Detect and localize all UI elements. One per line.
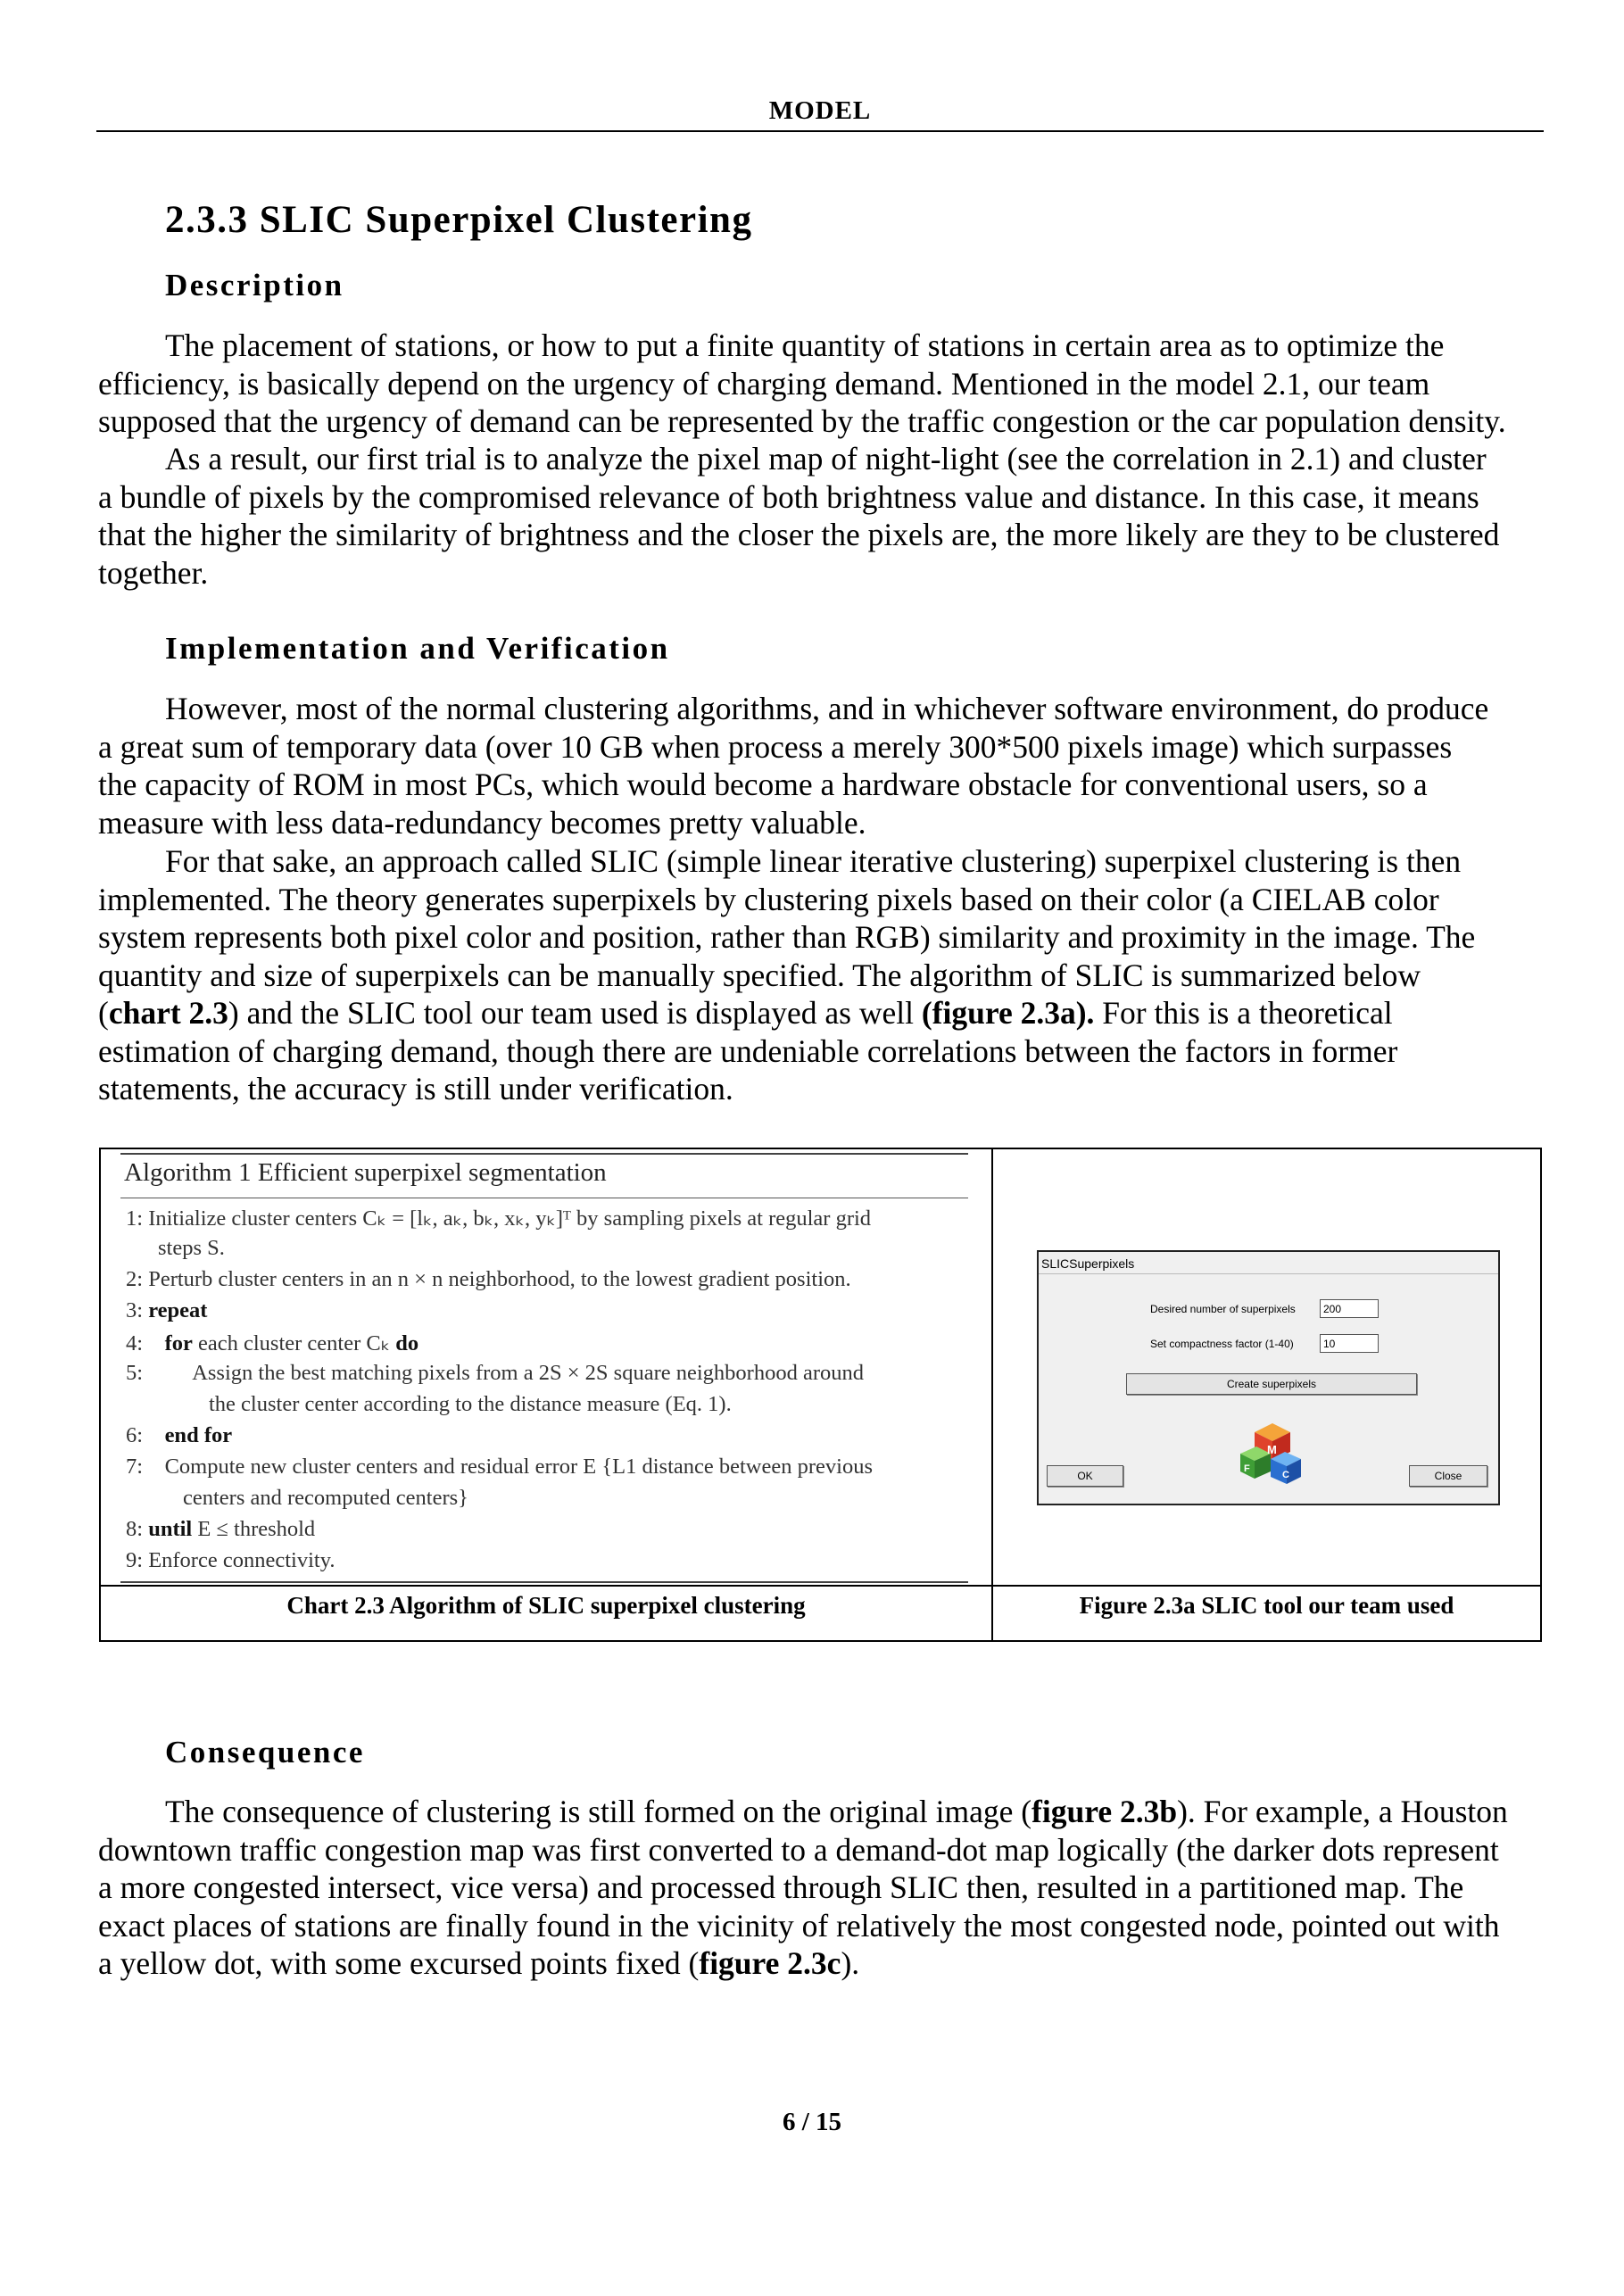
- text-line: a bundle of pixels by the compromised relevance of both brightness value and distance. In this case, it means: [98, 478, 1479, 515]
- algorithm-step: 3: repeat: [126, 1298, 208, 1322]
- text-line: downtown traffic congestion map was first converted to a demand-dot map logically (the darker dots represent: [98, 1831, 1499, 1868]
- description-paragraph-2: [98, 440, 1544, 592]
- text-line: The placement of stations, or how to put a finite quantity of stations in certain area as to optimize the: [165, 327, 1445, 363]
- algorithm-step: 1: Initialize cluster centers Cₖ = [lₖ, aₖ, bₖ, xₖ, yₖ]ᵀ by sampling pixels at regular grid: [126, 1206, 872, 1231]
- algorithm-step: 2: Perturb cluster centers in an n × n neighborhood, to the lowest gradient position.: [126, 1267, 851, 1291]
- algorithm-step: the cluster center according to the distance measure (Eq. 1).: [209, 1392, 732, 1416]
- logo-letter-c: C: [1282, 1470, 1289, 1480]
- compactness-input[interactable]: [1320, 1334, 1379, 1353]
- text-line: a more congested intersect, vice versa) and processed through SLIC then, resulted in a partitioned map. The: [98, 1869, 1464, 1905]
- text-line: The consequence of clustering is still formed on the original image (figure 2.3b). For example, a Houston: [165, 1794, 1508, 1829]
- algorithm-step: 6: end for: [126, 1423, 233, 1447]
- implementation-paragraph-1: [98, 690, 1544, 841]
- algorithm-step: 4: for each cluster center Cₖ do: [126, 1331, 419, 1355]
- figure-reference: figure 2.3b: [1032, 1794, 1178, 1829]
- table-divider: [101, 1585, 1540, 1587]
- superpixel-count-input[interactable]: [1320, 1299, 1379, 1318]
- figure-reference: (figure 2.3a).: [921, 995, 1095, 1031]
- description-paragraph-1: [98, 327, 1544, 441]
- logo-letter-m: M: [1267, 1443, 1277, 1456]
- figure-table: [99, 1148, 1542, 1642]
- algorithm-bottom-rule: [120, 1581, 968, 1583]
- algorithm-top-rule: [120, 1153, 968, 1155]
- page-number: 6 / 15: [782, 2108, 842, 2136]
- header-rule: [96, 130, 1544, 132]
- text-line: implemented. The theory generates superpixels by clustering pixels based on their color (a CIELAB color: [98, 881, 1439, 917]
- text-line: However, most of the normal clustering algorithms, and in whichever software environment, do produce: [165, 691, 1489, 726]
- algorithm-step: 7: Compute new cluster centers and residual error E {L1 distance between previous: [126, 1455, 874, 1479]
- figure-caption: Figure 2.3a SLIC tool our team used: [1079, 1592, 1454, 1619]
- algorithm-step: 9: Enforce connectivity.: [126, 1548, 336, 1572]
- algorithm-step: centers and recomputed centers}: [183, 1486, 468, 1510]
- implementation-heading: Implementation and Verification: [165, 631, 670, 666]
- implementation-paragraph-2: [98, 842, 1544, 1108]
- slic-tool-window: [1037, 1250, 1500, 1505]
- text-line: statements, the accuracy is still under verification.: [98, 1071, 733, 1107]
- description-heading: Description: [165, 268, 344, 303]
- app-logo-icon: [1237, 1418, 1305, 1486]
- algorithm-step: 8: until E ≤ threshold: [126, 1517, 316, 1541]
- ok-button[interactable]: OK: [1047, 1465, 1123, 1487]
- tool-screenshot-cell: [993, 1149, 1540, 1585]
- text-line: (chart 2.3) and the SLIC tool our team used is displayed as well (figure 2.3a). For this is a theoretical: [98, 995, 1393, 1031]
- consequence-paragraph: [98, 1793, 1544, 1983]
- text-line: quantity and size of superpixels can be manually specified. The algorithm of SLIC is summarized below: [98, 957, 1421, 993]
- algorithm-step: 5: Assign the best matching pixels from a 2S × 2S square neighborhood around: [126, 1361, 864, 1385]
- chart-reference: chart 2.3: [108, 995, 228, 1031]
- text-line: supposed that the urgency of demand can be represented by the traffic congestion or the car population density.: [98, 403, 1506, 439]
- logo-letter-f: F: [1244, 1463, 1250, 1474]
- text-line: the capacity of ROM in most PCs, which would become a hardware obstacle for conventional users, so a: [98, 767, 1428, 802]
- consequence-heading: Consequence: [165, 1735, 365, 1770]
- text-line: system represents both pixel color and position, rather than RGB) similarity and proximity in the image. The: [98, 919, 1476, 955]
- text-line: exact places of stations are finally found in the vicinity of relatively the most congested node, pointed out with: [98, 1907, 1500, 1944]
- create-superpixels-button[interactable]: Create superpixels: [1126, 1373, 1417, 1395]
- text-line: measure with less data-redundancy becomes pretty valuable.: [98, 804, 866, 841]
- section-heading: 2.3.3 SLIC Superpixel Clustering: [165, 199, 753, 241]
- figure-reference: figure 2.3c: [699, 1945, 841, 1981]
- text-line: efficiency, is basically depend on the urgency of charging demand. Mentioned in the model 2.1, our team: [98, 365, 1430, 402]
- algorithm-step: steps S.: [158, 1236, 225, 1260]
- text-line: a yellow dot, with some excursed points fixed (figure 2.3c).: [98, 1945, 860, 1981]
- window-title: SLICSuperpixels: [1041, 1256, 1135, 1271]
- text-line: As a result, our first trial is to analyze the pixel map of night-light (see the correlation in 2.1) and cluster: [165, 441, 1487, 477]
- text-line: together.: [98, 554, 209, 591]
- text-line: that the higher the similarity of brightness and the closer the pixels are, the more likely are they to be clustered: [98, 517, 1500, 552]
- close-button[interactable]: Close: [1409, 1465, 1487, 1487]
- text-line: estimation of charging demand, though there are undeniable correlations between the factors in former: [98, 1032, 1398, 1069]
- text-line: For that sake, an approach called SLIC (simple linear iterative clustering) superpixel clustering is then: [165, 843, 1462, 879]
- algorithm-title: Algorithm 1 Efficient superpixel segmentation: [124, 1158, 607, 1187]
- chart-caption: Chart 2.3 Algorithm of SLIC superpixel clustering: [286, 1592, 806, 1619]
- text-line: a great sum of temporary data (over 10 GB when process a merely 300*500 pixels image) which surpasses: [98, 728, 1453, 765]
- compactness-label: Set compactness factor (1-40): [1150, 1338, 1294, 1350]
- title-bar-divider: [1039, 1273, 1498, 1274]
- running-header: MODEL: [768, 96, 872, 125]
- superpixel-count-label: Desired number of superpixels: [1150, 1303, 1296, 1315]
